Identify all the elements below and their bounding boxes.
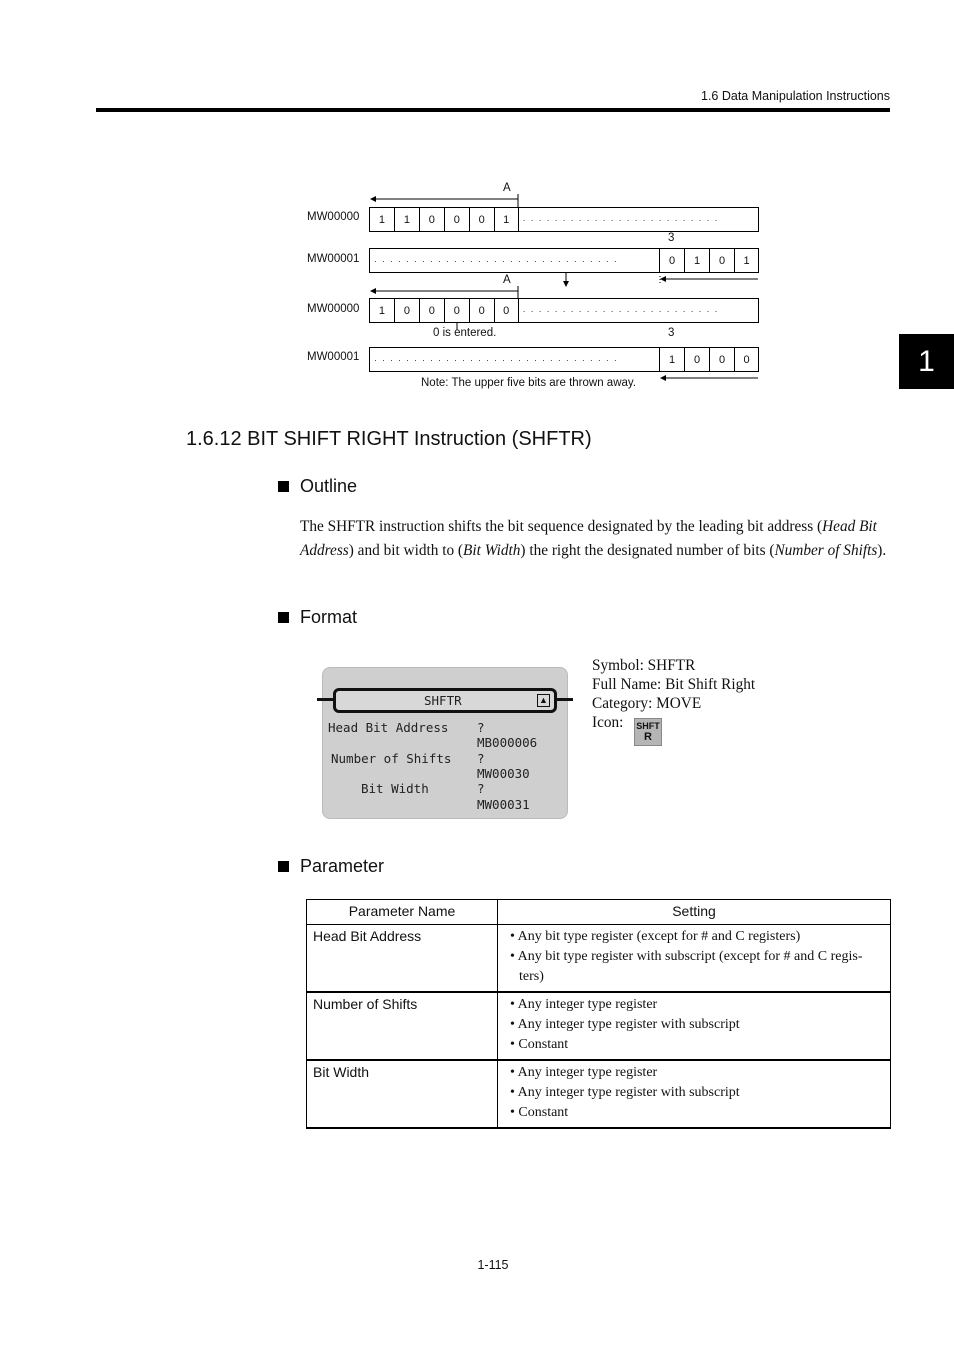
setting-item: • Any integer type register — [510, 997, 658, 1012]
outline-heading-text: Outline — [300, 476, 358, 496]
label-a-second: A — [503, 274, 511, 286]
bit-cell: 0 — [685, 348, 710, 371]
panel-field-q: ? — [477, 781, 485, 796]
bit-cell: 0 — [395, 299, 420, 322]
format-heading-text: Format — [300, 607, 358, 627]
row4-register: MW00001 — [307, 351, 360, 363]
bit-cell: 1 — [660, 348, 685, 371]
icon-label: Icon: — [592, 714, 624, 731]
param-name: Head Bit Address — [307, 925, 498, 993]
setting-item: • Constant — [510, 1105, 569, 1120]
param-name: Bit Width — [307, 1060, 498, 1128]
ellipsis-dots: ························· — [522, 214, 723, 225]
parameter-heading-text: Parameter — [300, 856, 385, 876]
panel-field-q: ? — [477, 720, 485, 735]
table-row — [307, 925, 891, 993]
bit-cell: 0 — [710, 348, 735, 371]
symbol-info — [592, 656, 755, 732]
diagram-arrows — [0, 0, 954, 400]
row3-register-box — [369, 298, 759, 323]
bit-cell: 0 — [445, 208, 470, 231]
param-setting — [498, 1060, 891, 1128]
bit-cell: 0 — [420, 208, 445, 231]
label-a-top: A — [503, 182, 511, 194]
panel-field-q: ? — [477, 751, 485, 766]
param-name: Number of Shifts — [307, 992, 498, 1060]
row3-register: MW00000 — [307, 303, 360, 315]
setting-item: • Any integer type register — [510, 1065, 658, 1080]
icon-text-bottom: R — [644, 731, 652, 743]
symbol-line: Symbol: SHFTR — [592, 657, 696, 674]
page-number: 1-115 — [477, 1258, 509, 1272]
parameter-heading — [278, 856, 384, 877]
setting-item: • Any integer type register with subscript — [510, 1017, 740, 1032]
bit-cell: 0 — [470, 299, 495, 322]
instruction-panel — [322, 667, 568, 819]
bit-cell: 1 — [370, 299, 395, 322]
square-bullet-icon — [278, 861, 289, 872]
bit-cell: 1 — [685, 249, 710, 272]
square-bullet-icon — [278, 612, 289, 623]
bit-cell: 0 — [470, 208, 495, 231]
outline-heading — [278, 476, 357, 497]
table-row — [307, 992, 891, 1060]
row2-register-box — [369, 248, 759, 273]
panel-expand-icon: ▲ — [537, 694, 550, 707]
bit-cell: 1 — [743, 254, 750, 267]
bit-cell: 1 — [495, 208, 519, 231]
bit-cell: 0 — [660, 249, 685, 272]
bit-cell: 0 — [420, 299, 445, 322]
format-heading — [278, 607, 357, 628]
section-title: 1.6.12 BIT SHIFT RIGHT Instruction (SHFTR) — [186, 428, 592, 450]
param-setting — [498, 925, 891, 993]
text-run: ) and bit width to ( — [348, 542, 464, 559]
bit-cell: 0 — [743, 353, 750, 366]
setting-item: • Constant — [510, 1037, 569, 1052]
panel-field-value: MB000006 — [477, 735, 538, 750]
panel-field-label: Head Bit Address — [328, 720, 449, 735]
text-run: ). — [877, 542, 887, 559]
bit-cell: 1 — [395, 208, 420, 231]
thrown-away-note: Note: The upper five bits are thrown away. — [421, 377, 636, 389]
row1-register-box — [369, 207, 759, 232]
param-setting — [498, 992, 891, 1060]
label-3-row2: 3 — [668, 232, 675, 244]
panel-title-bar — [333, 688, 557, 713]
row4-register-box — [369, 347, 759, 372]
setting-item: • Any bit type register (except for # and C registers) — [510, 929, 801, 944]
header-cell: Setting — [498, 900, 891, 925]
running-header: 1.6 Data Manipulation Instructions — [701, 89, 890, 103]
ellipsis-dots: ······························· — [370, 348, 660, 371]
shift-right-icon — [634, 718, 662, 746]
panel-field-label: Bit Width — [361, 781, 429, 796]
label-3-row4: 3 — [668, 327, 675, 339]
italic-term: Number of Shifts — [774, 542, 878, 559]
bit-shift-diagram — [0, 0, 954, 400]
ellipsis-dots: ························· — [522, 305, 723, 316]
table-header-row — [307, 900, 891, 925]
bit-cell: 0 — [710, 249, 735, 272]
bit-cell: 0 — [445, 299, 470, 322]
category-line: Category: MOVE — [592, 695, 702, 712]
full-name-line: Full Name: Bit Shift Right — [592, 676, 756, 693]
setting-item: • Any bit type register with subscript (except for # and C regis- ters) — [510, 949, 863, 984]
italic-term: Bit Width — [463, 542, 521, 559]
text-run: The SHFTR instruction shifts the bit sequence designated by the leading bit address ( — [300, 518, 823, 535]
panel-field-value: MW00030 — [477, 766, 530, 781]
chapter-tab: 1 — [899, 334, 954, 389]
setting-item: • Any integer type register with subscript — [510, 1085, 740, 1100]
italic-term: Head Bit Address — [300, 518, 877, 559]
header-cell: Parameter Name — [307, 900, 498, 925]
table-row — [307, 1060, 891, 1128]
square-bullet-icon — [278, 481, 289, 492]
parameter-table — [306, 899, 891, 1129]
zero-entered-note: 0 is entered. — [433, 327, 497, 339]
row2-register: MW00001 — [307, 253, 360, 265]
icon-text-top: SHFT — [636, 721, 660, 731]
ellipsis-dots: ······························· — [370, 249, 660, 272]
bit-cell: 0 — [495, 299, 519, 322]
panel-field-value: MW00031 — [477, 797, 530, 812]
text-run: ) the right the designated number of bits ( — [520, 542, 775, 559]
bit-cell: 1 — [370, 208, 395, 231]
row1-register: MW00000 — [307, 211, 360, 223]
panel-field-label: Number of Shifts — [331, 751, 452, 766]
panel-title-text: SHFTR — [424, 693, 462, 708]
outline-paragraph — [300, 515, 890, 563]
